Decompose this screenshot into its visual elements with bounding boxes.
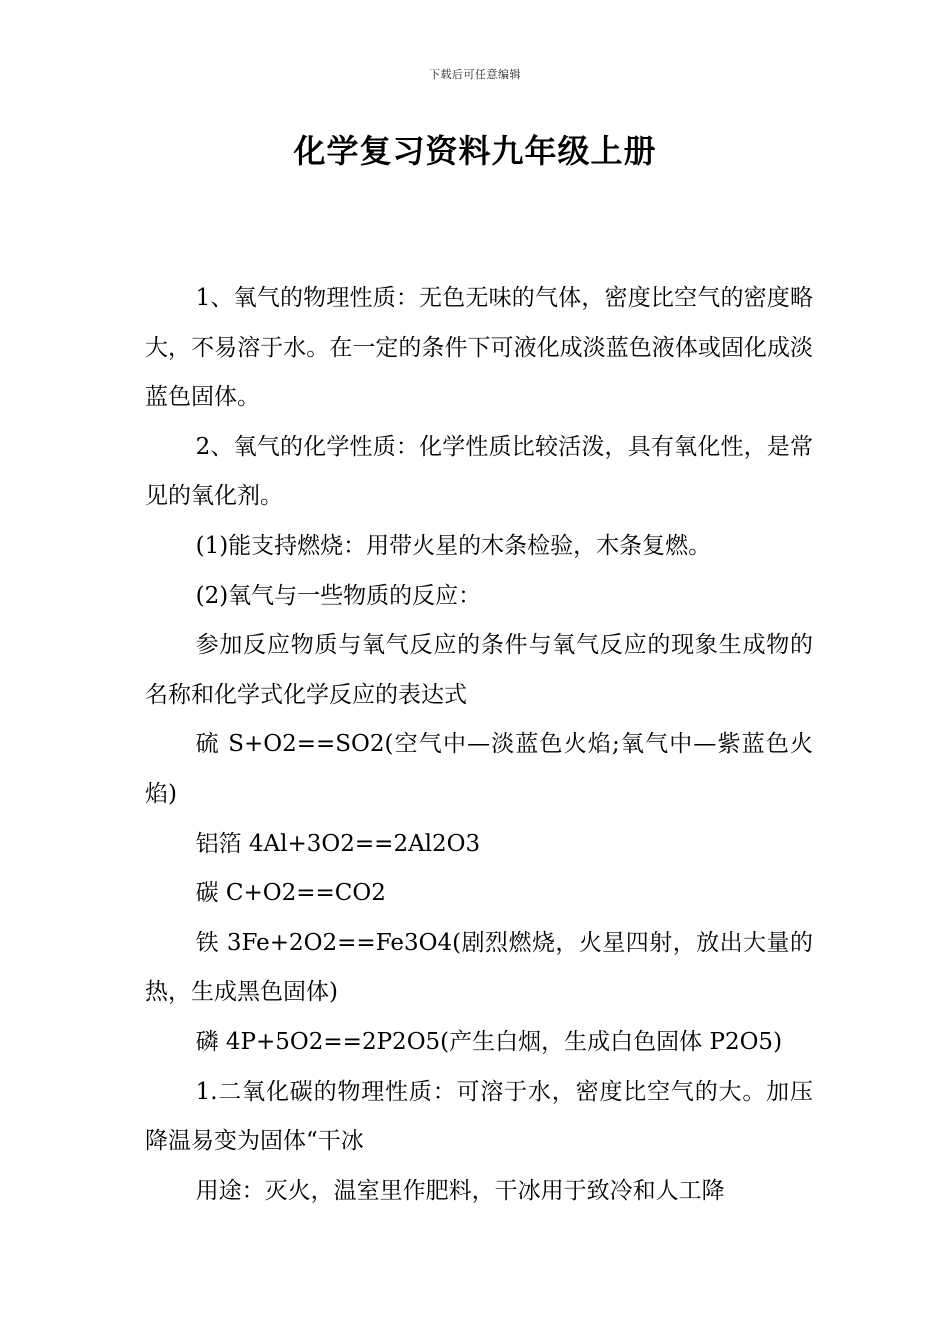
- paragraph-supports-combustion: (1)能支持燃烧：用带火星的木条检验，木条复燃。: [195, 532, 712, 559]
- paragraph-oxygen-reactions: (2)氧气与一些物质的反应：: [195, 582, 482, 609]
- paragraph-carbon-reaction: 碳 C+O2==CO2: [195, 880, 386, 907]
- paragraph-iron-reaction: 铁 3Fe+2O2==Fe3O4(剧烈燃烧，火星四射，放出大量的热，生成黑色固体): [145, 929, 813, 1006]
- paragraph-co2-physical-properties: 1.二氧化碳的物理性质：可溶于水，密度比空气的大。加压降温易变为固体“干冰: [145, 1078, 813, 1155]
- document-body: [145, 274, 813, 1216]
- paragraph-phosphorus-reaction: 磷 4P+5O2==2P2O5(产生白烟，生成白色固体 P2O5): [195, 1028, 783, 1055]
- paragraph-reaction-table-header: 参加反应物质与氧气反应的条件与氧气反应的现象生成物的名称和化学式化学反应的表达式: [145, 632, 813, 708]
- paragraph-co2-uses: 用途：灭火，温室里作肥料，干冰用于致冷和人工降: [195, 1177, 725, 1204]
- paragraph-oxygen-chemical-properties: 2、氧气的化学性质：化学性质比较活泼，具有氧化性，是常见的氧化剂。: [145, 433, 813, 510]
- header-note: 下载后可任意编辑: [429, 68, 521, 81]
- paragraph-aluminum-reaction: 铝箔 4Al+3O2==2Al2O3: [195, 830, 481, 857]
- document-title: 化学复习资料九年级上册: [293, 132, 657, 170]
- paragraph-sulfur-reaction: 硫 S+O2==SO2(空气中—淡蓝色火焰;氧气中—紫蓝色火焰): [145, 731, 813, 807]
- paragraph-oxygen-physical-properties: 1、氧气的物理性质：无色无味的气体，密度比空气的密度略大，不易溶于水。在一定的条件下可液化成淡蓝色液体或固化成淡蓝色固体。: [145, 285, 813, 411]
